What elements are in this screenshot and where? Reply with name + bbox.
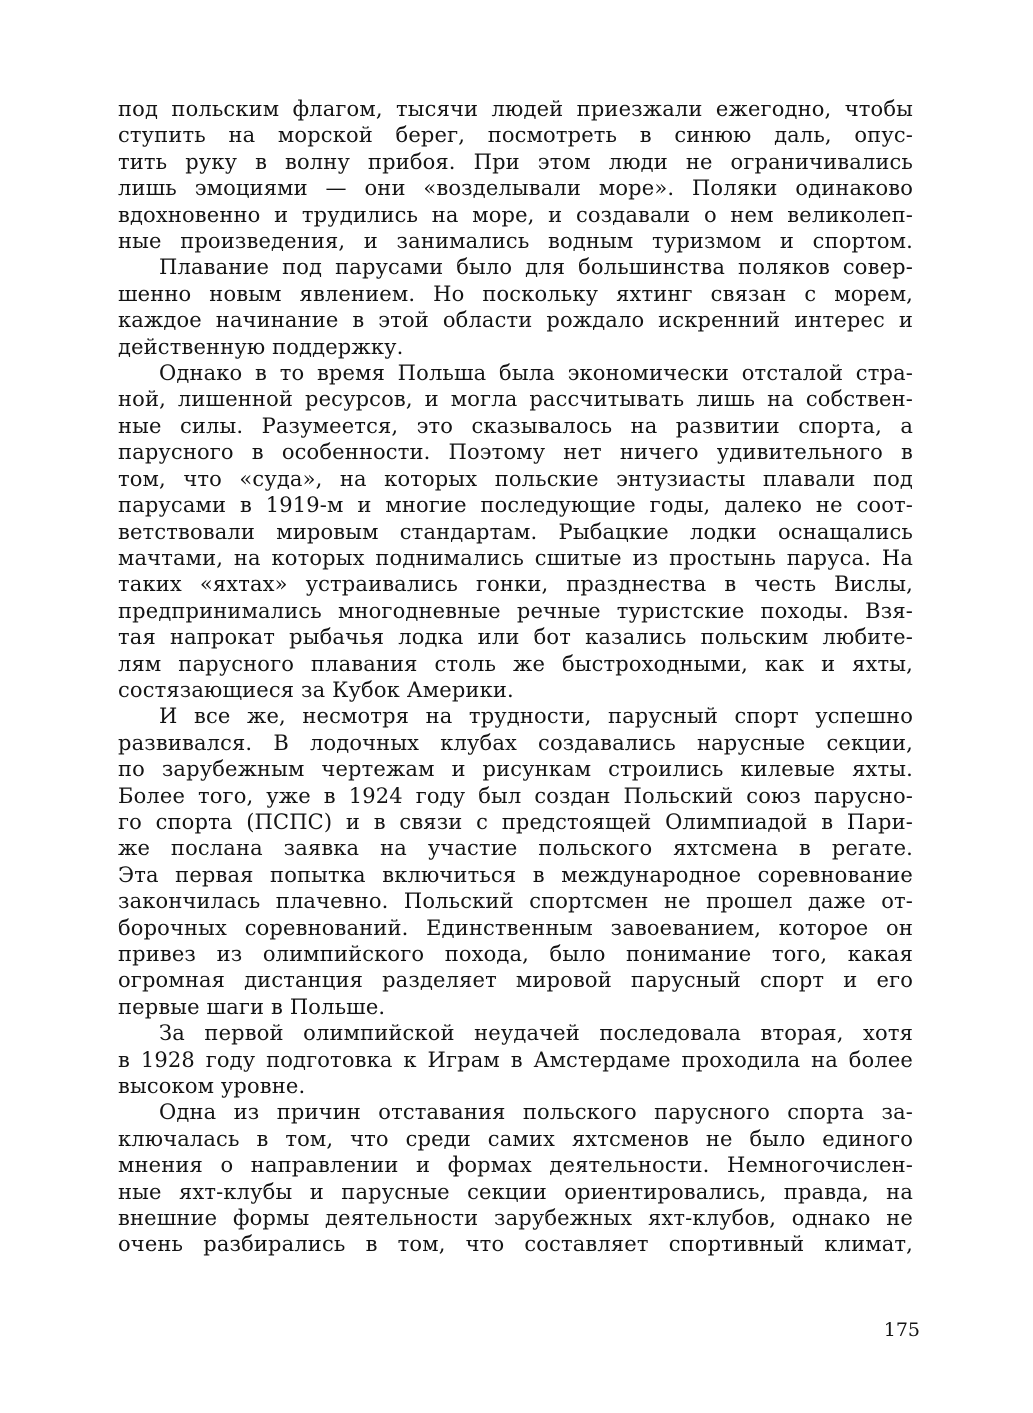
text-line: по зарубежным чертежам и рисункам строились килевые яхты. [118,757,913,782]
text-line: шенно новым явлением. Но поскольку яхтинг связан с морем, [118,281,913,306]
text-line: Однако в то время Польша была экономически отсталой стра- [159,361,913,386]
paragraph-1 [118,96,913,254]
text-line: Более того, уже в 1924 году был создан Польский союз парусно- [118,783,913,808]
text-line: парусного в особенности. Поэтому нет ничего удивительного в [118,440,913,465]
text-line: Эта первая попытка включиться в международное соревнование [118,862,913,887]
page-text-body [118,96,913,1258]
text-line: ные яхт-клубы и парусные секции ориентировались, правда, на [118,1179,913,1204]
text-line: Плавание под парусами было для большинства поляков совер- [159,255,913,280]
text-line: парусами в 1919-м и многие последующие годы, далеко не соот- [118,493,913,518]
text-line: закончилась плачевно. Польский спортсмен не прошел даже от- [118,889,913,914]
paragraph-4 [118,703,913,1020]
text-line: действенную поддержку. [118,334,404,359]
paragraph-2 [118,254,913,360]
text-line: ступить на морской берег, посмотреть в синюю даль, опус- [118,123,913,148]
text-line: тить руку в волну прибоя. При этом люди не ограничивались [118,149,913,174]
text-line: борочных соревнований. Единственным завоеванием, которое он [118,915,913,940]
text-line: мнения о направлении и формах деятельности. Немногочислен- [118,1153,913,1178]
text-line: таких «яхтах» устраивались гонки, празднества в честь Вислы, [118,572,913,597]
text-line: тая напрокат рыбачья лодка или бот казались польским любите- [118,625,913,650]
text-line: ветствовали мировым стандартам. Рыбацкие лодки оснащались [118,519,913,544]
text-line: том, что «суда», на которых польские энтузиасты плавали под [118,466,913,491]
paragraph-3 [118,360,913,703]
text-line: каждое начинание в этой области рождало искренний интерес и [118,308,913,333]
paragraph-6 [118,1099,913,1257]
text-line: внешние формы деятельности зарубежных яхт-клубов, однако не [118,1206,913,1231]
text-line: ной, лишенной ресурсов, и могла рассчитывать лишь на собствен- [118,387,913,412]
page-number: 175 [883,1319,920,1341]
text-line: предпринимались многодневные речные туристские походы. Взя- [118,598,913,623]
text-line: первые шаги в Польше. [118,994,386,1019]
text-line: в 1928 году подготовка к Играм в Амстердаме проходила на более [118,1047,913,1072]
text-line: Одна из причин отставания польского парусного спорта за- [159,1100,913,1125]
text-line: мачтами, на которых поднимались сшитые из простынь паруса. На [118,545,913,570]
text-line: высоком уровне. [118,1074,306,1099]
text-line: ные произведения, и занимались водным туризмом и спортом. [118,229,913,254]
text-line: очень разбирались в том, что составляет спортивный климат, [118,1232,913,1257]
text-line: огромная дистанция разделяет мировой парусный спорт и его [118,968,913,993]
text-line: И все же, несмотря на трудности, парусный спорт успешно [159,704,913,729]
text-line: же послана заявка на участие польского яхтсмена в регате. [118,836,913,861]
text-line: ные силы. Разумеется, это сказывалось на развитии спорта, а [118,413,913,438]
text-line: вдохновенно и трудились на море, и создавали о нем великолеп- [118,202,913,227]
text-line: под польским флагом, тысячи людей приезжали ежегодно, чтобы [118,97,913,121]
paragraph-5 [118,1020,913,1099]
text-line: ключалась в том, что среди самих яхтсменов не было единого [118,1126,913,1151]
text-line: За первой олимпийской неудачей последовала вторая, хотя [159,1021,913,1046]
text-line: го спорта (ПСПС) и в связи с предстоящей Олимпиадой в Пари- [118,809,913,834]
text-line: лишь эмоциями — они «возделывали море». Поляки одинаково [118,176,913,201]
text-line: состязающиеся за Кубок Америки. [118,677,514,702]
text-line: развивался. В лодочных клубах создавались нарусные секции, [118,730,913,755]
text-line: привез из олимпийского похода, было понимание того, какая [118,942,913,966]
text-line: лям парусного плавания столь же быстроходными, как и яхты, [118,651,913,676]
